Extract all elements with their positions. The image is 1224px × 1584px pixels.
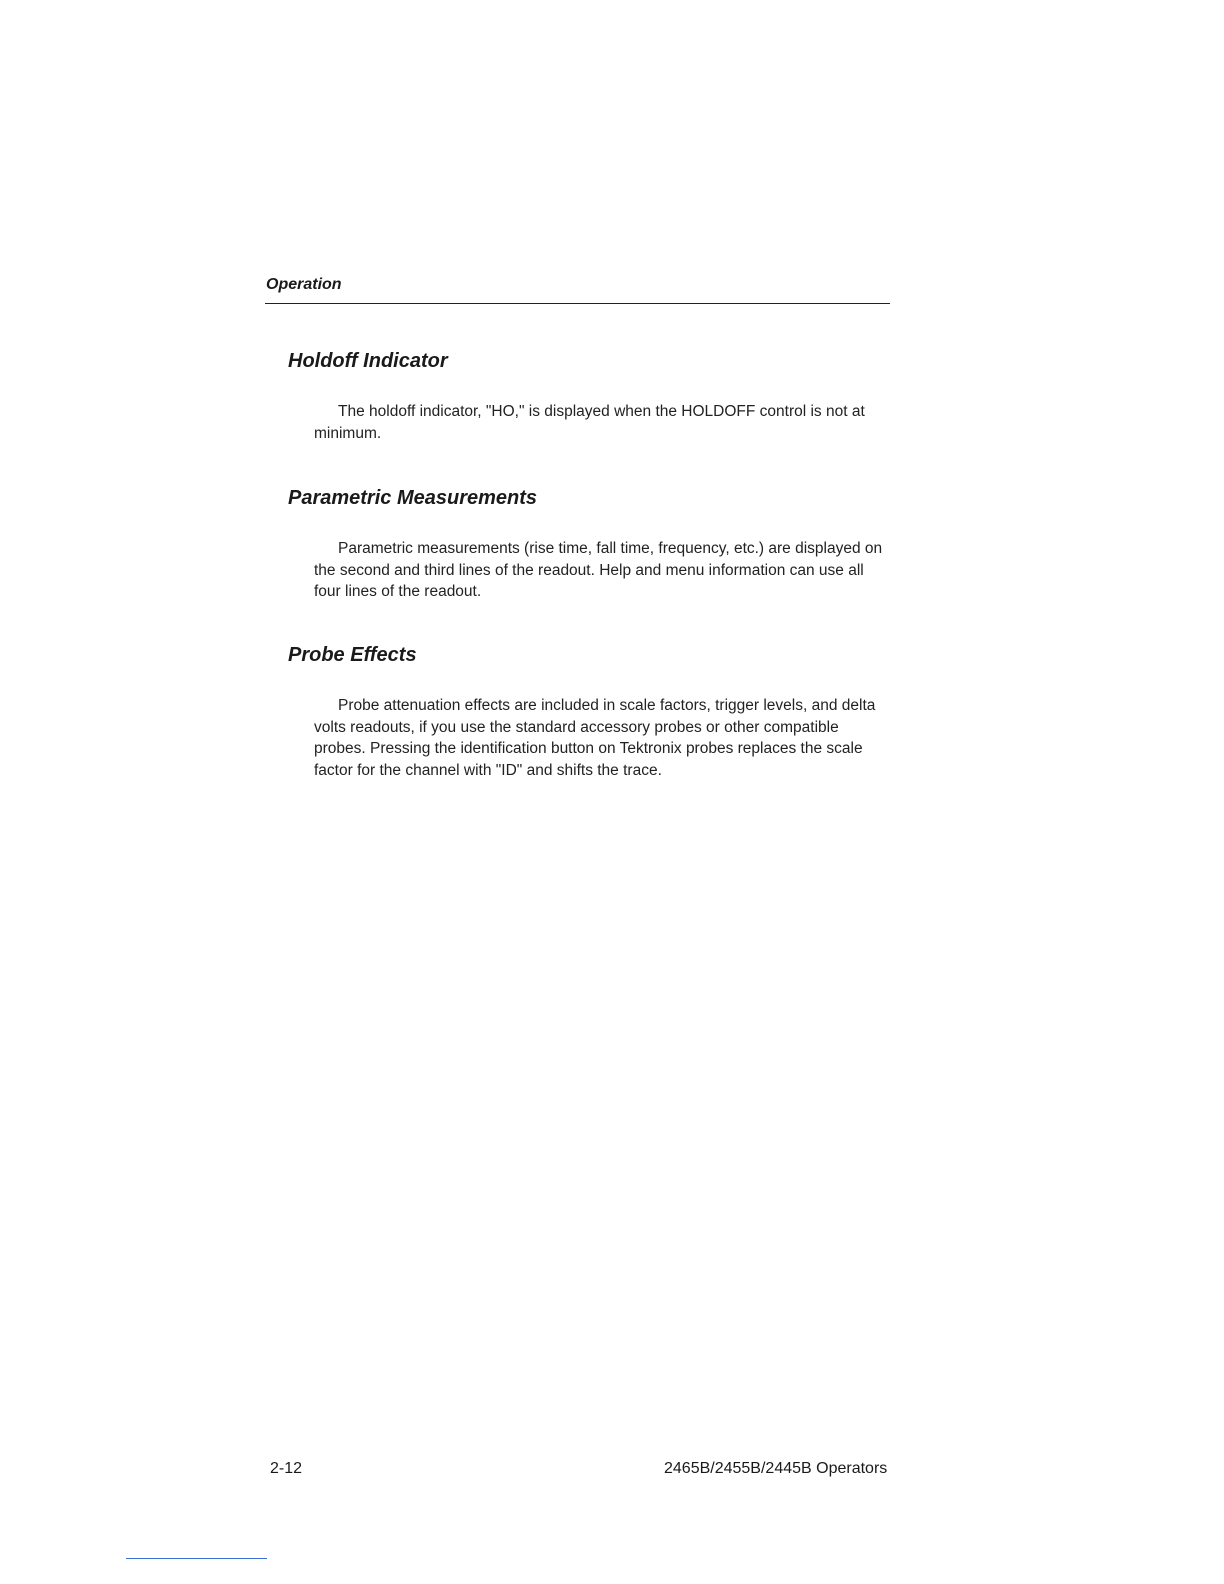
section-body: Probe attenuation effects are included in scale factors, trigger levels, and delta volts readouts, if you use the standard accessory probes or other compatible probes. Pressing the identification button on Tektronix probes replaces the scale factor for the channel with "ID" and shifts the trace. (314, 697, 876, 779)
section-heading: Probe Effects (288, 644, 417, 666)
manual-title: 2465B/2455B/2445B Operators (664, 1460, 888, 1477)
section-body: Parametric measurements (rise time, fall time, frequency, etc.) are displayed on the second and third lines of the readout. Help and menu information can use all four lines of the readout. (314, 540, 883, 600)
section-parametric-measurements (288, 487, 888, 600)
section-heading: Parametric Measurements (288, 487, 538, 509)
running-head: Operation (266, 276, 342, 293)
bottom-divider (126, 1558, 267, 1559)
section-heading: Holdoff Indicator (288, 350, 448, 372)
section-body: The holdoff indicator, "HO," is displayed when the HOLDOFF control is not at minimum. (314, 403, 865, 442)
section-probe-effects (288, 644, 888, 779)
header-rule (265, 303, 890, 304)
section-holdoff-indicator (288, 350, 888, 442)
page-number: 2-12 (270, 1460, 303, 1477)
